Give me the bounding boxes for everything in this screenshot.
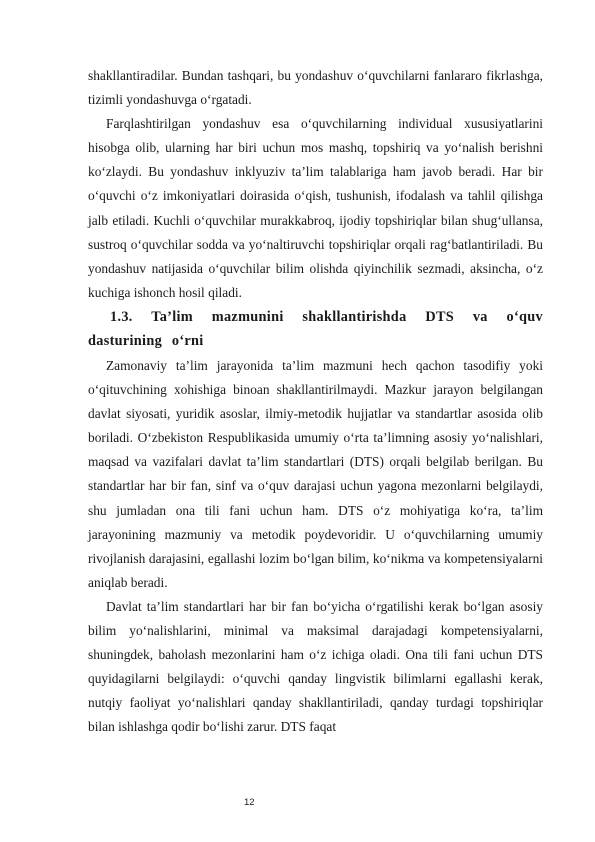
document-page <box>88 64 543 739</box>
paragraph-modern-education: Zamonaviy ta’lim jarayonida ta’lim mazmuni hech qachon tasodifiy yoki o‘qituvchining xohishiga binoan shakllantirilmaydi. Mazkur jarayon belgilangan davlat siyosati, yuridik asoslar, ilmiy-metodik hujjatlar va standartlar asosida olib boriladi. O‘zbekiston Respublikasida umumiy o‘rta ta’limning asosiy yo‘nalishlari, maqsad va vazifalari davlat ta’lim standartlari (DTS) orqali belgilab berilgan. Bu standartlar har bir fan, sinf va o‘quv darajasi uchun yagona mezonlarni belgilaydi, shu jumladan ona tili fani uchun ham. DTS o‘z mohiyatiga ko‘ra, ta’lim jarayonining mazmuniy va metodik poydevoridir. U o‘quvchilarning umumiy rivojlanish darajasini, egallashi lozim bo‘lgan bilim, ko‘nikma va kompetensiyalarni aniqlab beradi. <box>88 357 543 590</box>
paragraph-differentiated-approach: Farqlashtirilgan yondashuv esa o‘quvchilarning individual xususiyatlarini hisobga olib, ularning har biri uchun mos mashq, topshiriq va yo‘nalish berishni ko‘zlaydi. Bu yondashuv inklyuziv ta’lim talablariga ham javob beradi. Har bir o‘quvchi o‘z imkoniyatlari doirasida o‘qish, tushunish, ifodalash va tahlil qilishga jalb etiladi. Kuchli o‘quvchilar murakkabroq, ijodiy topshiriqlar bilan shug‘ullansa, sustroq o‘quvchilar sodda va yo‘naltiruvchi topshiriqlar orqali rag‘batlantiriladi. Bu yondashuv natijasida o‘quvchilar bilim olishda qiyinchilik sezmadi, aksincha, o‘z kuchiga ishonch hosil qiladi. <box>88 116 543 300</box>
page-number: 12 <box>244 797 255 808</box>
section-heading: 1.3. Ta’lim mazmunini shakllantirishda DTS va o‘quv dasturining o‘rni <box>88 308 543 350</box>
paragraph-continuation: shakllantiradilar. Bundan tashqari, bu yondashuv o‘quvchilarni fanlararo fikrlashga, tizimli yondashuvga o‘rgatadi. <box>88 68 543 108</box>
paragraph-state-standards: Davlat ta’lim standartlari har bir fan bo‘yicha o‘rgatilishi kerak bo‘lgan asosiy bilim yo‘nalishlarini, minimal va maksimal darajadagi kompetensiyalarni, shuningdek, baholash mezonlarini ham o‘z ichiga oladi. Ona tili fani uchun DTS quyidagilarni belgilaydi: o‘quvchi qanday lingvistik bilimlarni egallashi kerak, nutqiy faoliyat yo‘nalishlari qanday shakllantiriladi, qanday turdagi topshiriqlar bilan ishlashga qodir bo‘lishi zarur. DTS faqat <box>88 598 543 735</box>
